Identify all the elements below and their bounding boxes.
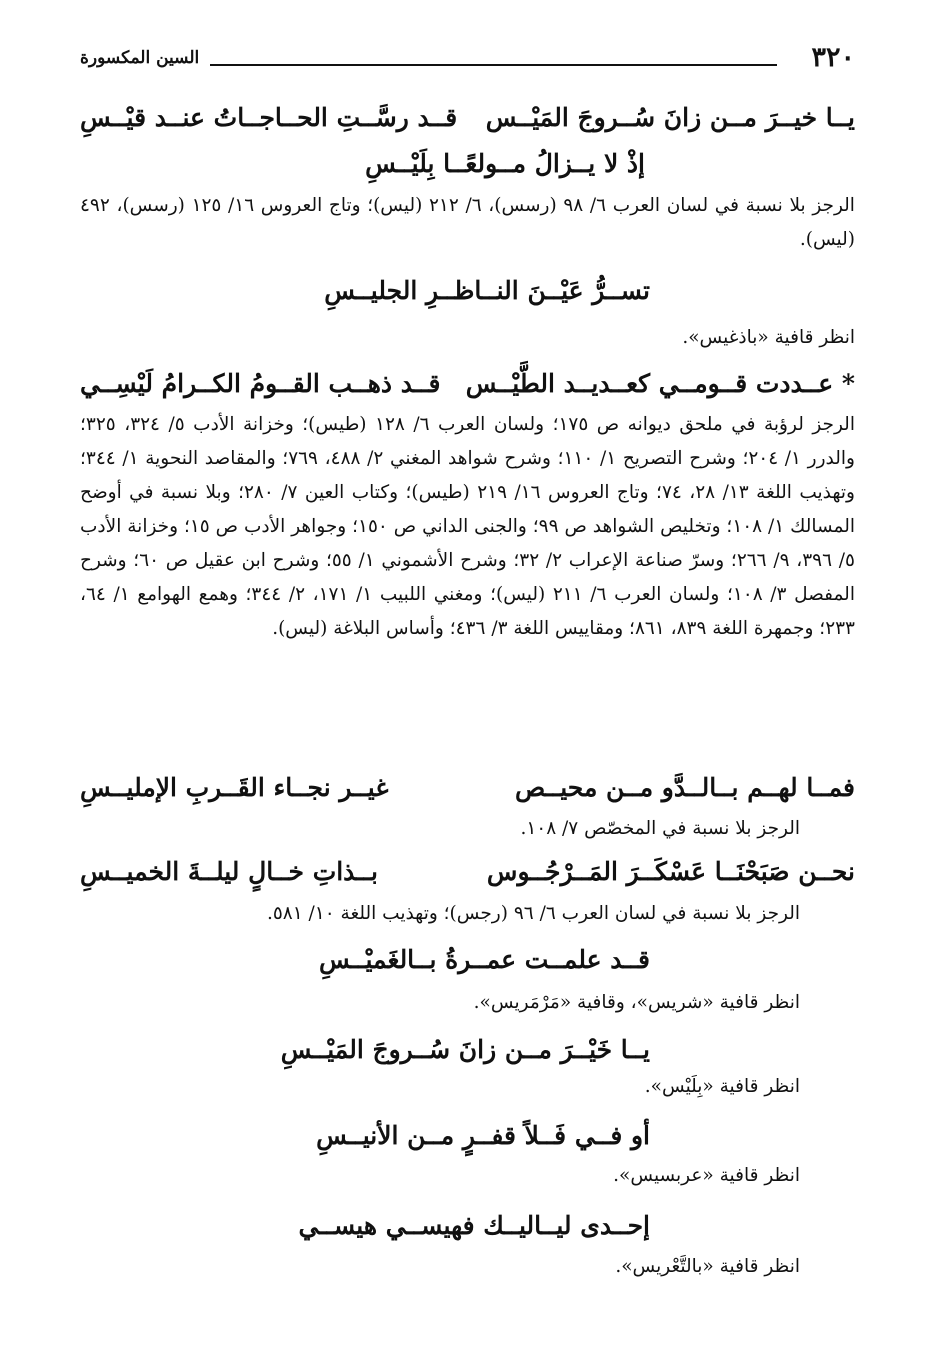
source-note: الرجز بلا نسبة في لسان العرب ٦/ ٩٦ (رجس)؛ وتهذيب اللغة ١٠/ ٥٨١. bbox=[266, 903, 800, 924]
verse-second-hemistich: بــذاتِ خــالٍ ليلــةَ الخميــسِ bbox=[80, 857, 378, 886]
cross-reference: انظر قافية «باذغيس». bbox=[682, 327, 855, 348]
verse-line: إذْ لا يــزالُ مــولعًــا بِلَيْــسِ bbox=[365, 149, 645, 178]
verse-second-hemistich: قــد رسَّــتِ الحــاجــاتُ عنــد قيْــسِ bbox=[80, 103, 458, 132]
source-note: الرجز لرؤبة في ملحق ديوانه ص ١٧٥؛ ولسان العرب ٦/ ١٢٨ (طيس)؛ وخزانة الأدب ٥/ ٣٢٤، ٣٢٥؛ والدرر ١/ ٢٠٤؛ وشرح التصريح ١/ ١١٠؛ وشرح شواهد المغني ٢/ ٤٨٨، ٧٦٩؛ والمقاصد النحوية ١/ ٣٤٤؛ وتهذيب اللغة ١٣/ ٢٨، ٧٤؛ وتاج العروس ١٦/ ٢١٩ (طيس)؛ وكتاب العين ٧/ ٢٨٠؛ وبلا نسبة في أوضح المسالك ١/ ١٠٨؛ وتخليص الشواهد ص ٩٩؛ والجنى الداني ص ١٥٠؛ وجواهر الأدب ص ١٥؛ وخزانة الأدب ٥/ ٣٩٦، ٩/ ٢٦٦؛ وسرّ صناعة الإعراب ٢/ ٣٢؛ وشرح الأشموني ١/ ٥٥؛ وشرح ابن عقيل ص ٦٠؛ وشرح المفصل ٣/ ١٠٨؛ ولسان العرب ٦/ ٢١١ (ليس)؛ ومغني اللبيب ١/ ١٧١، ٢/ ٣٤٤؛ وهمع الهوامع ١/ ٦٤، ٢٣٣؛ وجمهرة اللغة ٨٣٩، ٨٦١؛ ومقاييس اللغة ٣/ ٤٣٦؛ وأساس البلاغة (ليس). bbox=[80, 414, 855, 639]
source-note: الرجز بلا نسبة في لسان العرب ٦/ ٩٨ (رسس)، ٦/ ٢١٢ (ليس)؛ وتاج العروس ١٦/ ١٢٥ (رسس)، ٤٩٢ (ليس). bbox=[80, 195, 855, 250]
cross-reference: انظر قافية «شريس»، وقافية «مَرْمَريس». bbox=[473, 992, 800, 1013]
cross-reference: انظر قافية «بِلَيْس». bbox=[644, 1076, 800, 1097]
verse-line: يــا خَيْــرَ مــن زانَ سُــروجَ المَيْــسِ bbox=[280, 1035, 650, 1064]
verse-second-hemistich: غيــر نجــاء القَــربِ الإمليــسِ bbox=[80, 773, 389, 802]
verse-line: قــد علمــت عمــرةُ بــالغَميْــسِ bbox=[318, 945, 650, 974]
verse-line bbox=[80, 98, 855, 138]
verse-first-hemistich: نحــن صَبَحْنَــا عَسْكَــرَ المَــرْجُــوس bbox=[486, 857, 855, 886]
header-rule bbox=[210, 64, 777, 66]
page-number: ٣٢٠ bbox=[811, 42, 855, 73]
verse-line bbox=[80, 364, 855, 404]
source-note: الرجز بلا نسبة في المخصّص ٧/ ١٠٨. bbox=[520, 818, 800, 839]
verse-second-hemistich: قــد ذهــب القــومُ الكــرامُ لَيْسِــي bbox=[80, 369, 441, 398]
verse-first-hemistich: يــا خيــرَ مــن زانَ سُــروجَ المَيْــس bbox=[485, 103, 855, 132]
running-title: السين المكسورة bbox=[80, 48, 200, 68]
verse-first-hemistich: فمــا لهــم بــالــدَّو مــن محيــص bbox=[514, 773, 855, 802]
verse-line: تســرُّ عَيْــنَ النــاظــرِ الجليــسِ bbox=[324, 276, 650, 305]
cross-reference: انظر قافية «بالتَّعْريس». bbox=[615, 1256, 800, 1277]
cross-reference: انظر قافية «عربسيس». bbox=[613, 1165, 800, 1186]
verse-line bbox=[80, 852, 855, 892]
verse-line bbox=[80, 768, 855, 808]
page-header bbox=[80, 40, 855, 76]
verse-line: أو فــي فَــلاً قفــرٍ مــن الأنيــسِ bbox=[316, 1121, 650, 1150]
verse-line: إحــدى ليــاليــك فهيســي هيســي bbox=[298, 1211, 650, 1240]
verse-first-hemistich: * عــددت قــومــي كعــديــد الطَّيْــس bbox=[465, 369, 855, 398]
